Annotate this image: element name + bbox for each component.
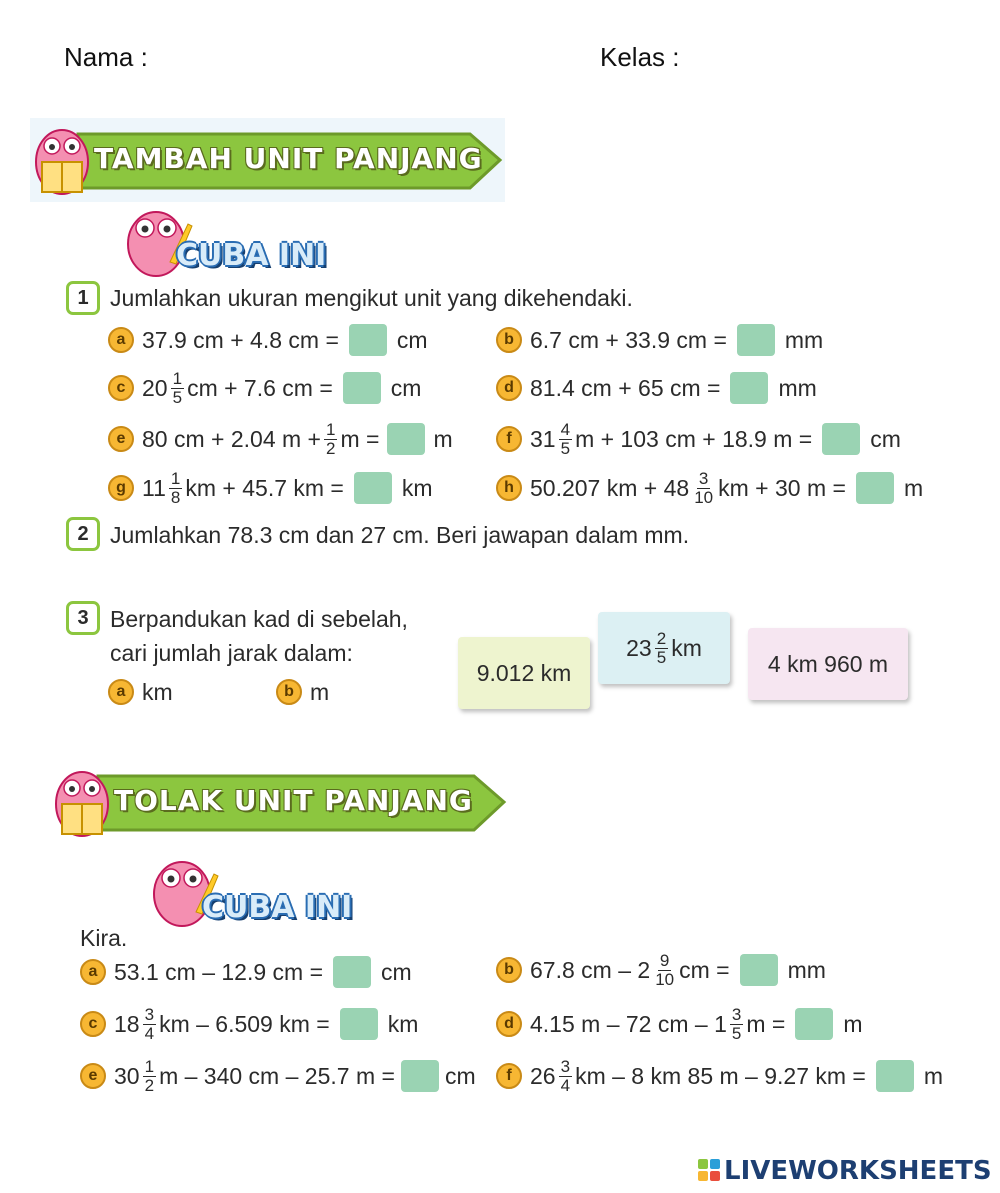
expression: 53.1 cm – 12.9 cm = [114,958,324,985]
add-section-title: TAMBAH UNIT PANJANG [94,142,483,175]
answer-box[interactable] [730,372,768,404]
expression: 4.15 m – 72 cm – 1 [530,1010,727,1037]
unit: m [843,1010,863,1037]
denominator: 5 [172,387,183,407]
sub-item-d [496,1002,863,1046]
denominator: 5 [560,438,571,458]
expression: 37.9 cm + 4.8 cm = [142,326,339,353]
whole-number: 20 [142,374,168,401]
unit: cm [396,326,428,353]
fraction [324,421,337,458]
q1-item-g [108,466,433,510]
fraction [171,370,184,407]
liveworksheets-logo [698,1156,992,1186]
q1-item-b [496,318,823,362]
answer-box[interactable] [349,324,387,356]
expression: 50.207 km + 48 [530,474,690,501]
option-text: km [142,678,173,705]
unit: mm [784,326,824,353]
class-label: Kelas : [600,42,680,72]
question-number-1: 1 [66,281,100,315]
answer-box[interactable] [340,1008,378,1040]
item-label-e: e [108,426,134,452]
fraction [143,1058,156,1095]
numerator: 3 [560,1056,571,1076]
try-this-label: CUBA INI [176,238,327,273]
item-label-f: f [496,1063,522,1089]
expression: km + 30 m = [718,474,846,501]
numerator: 3 [698,468,709,488]
unit: km [387,1010,419,1037]
try-this-badge [150,852,380,928]
answer-box[interactable] [740,954,778,986]
answer-box[interactable] [856,472,894,504]
unit: m [433,425,453,452]
item-label-d: d [496,375,522,401]
item-label-c: c [108,375,134,401]
fraction [655,630,668,667]
subtract-section-banner [50,762,510,842]
answer-box[interactable] [354,472,392,504]
question-number-2: 2 [66,517,100,551]
whole-number: 31 [530,425,556,452]
unit: mm [787,956,826,983]
numerator: 2 [656,628,667,648]
sub-item-f [496,1054,943,1098]
q3-option-b [276,670,329,714]
whole-number: 26 [530,1062,556,1089]
denominator: 5 [656,647,667,667]
answer-box[interactable] [876,1060,914,1092]
item-label-g: g [108,475,134,501]
expression: m = [340,425,380,452]
answer-box[interactable] [387,423,425,455]
expression: cm + 7.6 cm = [187,374,333,401]
distance-card-1 [458,637,590,709]
question-3-line-2: cari jumlah jarak dalam: [110,640,353,666]
expression: km + 45.7 km = [185,474,344,501]
answer-box[interactable] [737,324,775,356]
expression: km – 8 km 85 m – 9.27 km = [575,1062,866,1089]
question-1-text: Jumlahkan ukuran mengikut unit yang dikehendaki. [110,285,633,311]
question-2-text: Jumlahkan 78.3 cm dan 27 cm. Beri jawapan dalam mm. [110,522,690,548]
item-label-a: a [108,327,134,353]
expression: m + 103 cm + 18.9 m = [575,425,813,452]
try-this-badge [124,202,354,278]
denominator: 10 [694,487,714,507]
denominator: 4 [144,1023,155,1043]
unit: km [401,474,433,501]
fraction [169,470,182,507]
q1-item-a [108,318,428,362]
fraction [559,1058,572,1095]
card-value: 4 km 960 m [767,650,889,677]
logo-text: LIVEWORKSHEETS [724,1156,992,1186]
whole-number: 11 [142,474,166,501]
unit: cm [870,425,901,452]
expression: cm = [679,956,730,983]
item-label-a: a [80,959,106,985]
item-label-e: e [80,1063,106,1089]
denominator: 10 [655,969,675,989]
fraction [692,470,715,507]
unit: m [923,1062,944,1089]
sub-item-e [80,1054,476,1098]
distance-card-2 [598,612,730,684]
numerator: 3 [144,1004,155,1024]
try-this-label: CUBA INI [202,890,353,925]
item-label-d: d [496,1011,522,1037]
q3-option-a [108,670,173,714]
fraction [143,1006,156,1043]
sub-item-a [80,950,412,994]
numerator: 3 [731,1004,742,1024]
owl-icon [36,130,88,194]
denominator: 2 [144,1075,155,1095]
q1-item-f [496,417,901,461]
expression: km – 6.509 km = [159,1010,330,1037]
answer-box[interactable] [401,1060,439,1092]
subtract-intro: Kira. [80,925,128,951]
unit: m [903,474,924,501]
name-label: Nama : [64,42,148,72]
answer-box[interactable] [795,1008,833,1040]
expression: 80 cm + 2.04 m + [142,425,321,452]
numerator: 9 [659,950,670,970]
option-text: m [310,678,330,705]
item-label-c: c [80,1011,106,1037]
answer-box[interactable] [822,423,860,455]
card-value: 9.012 km [476,659,572,686]
sub-item-c [80,1002,418,1046]
fraction [653,952,676,989]
fraction [730,1006,743,1043]
unit: mm [778,374,817,401]
expression: 81.4 cm + 65 cm = [530,374,721,401]
expression: m = [746,1010,786,1037]
unit: cm [381,958,412,985]
numerator: 1 [170,468,181,488]
expression: 6.7 cm + 33.9 cm = [530,326,727,353]
unit: cm [444,1062,476,1089]
owl-icon [56,772,108,836]
q1-item-h [496,466,923,510]
whole-number: 18 [114,1010,140,1037]
denominator: 4 [560,1075,571,1095]
question-3-line-1: Berpandukan kad di sebelah, [110,606,408,632]
q1-item-d [496,366,817,410]
numerator: 4 [560,419,571,439]
item-label-b: b [496,327,522,353]
q1-item-c [108,366,421,410]
item-label-b: b [496,957,522,983]
subtract-section-title: TOLAK UNIT PANJANG [114,784,473,817]
expression: m – 340 cm – 25.7 m = [159,1062,395,1089]
denominator: 2 [325,438,336,458]
unit: km [671,634,702,661]
numerator: 1 [144,1056,155,1076]
fraction [559,421,572,458]
whole-number: 30 [114,1062,140,1089]
q1-item-e [108,417,453,461]
add-section-banner [30,118,505,202]
denominator: 8 [170,487,181,507]
distance-card-3 [748,628,908,700]
question-number-3: 3 [66,601,100,635]
numerator: 1 [172,368,183,388]
answer-box[interactable] [333,956,371,988]
unit: cm [390,374,422,401]
item-label-a: a [108,679,134,705]
item-label-h: h [496,475,522,501]
numerator: 1 [325,419,336,439]
sub-item-b [496,948,826,992]
expression: 67.8 cm – 2 [530,956,651,983]
answer-box[interactable] [343,372,381,404]
logo-icon [698,1159,720,1181]
denominator: 5 [731,1023,742,1043]
item-label-f: f [496,426,522,452]
item-label-b: b [276,679,302,705]
whole-number: 23 [626,634,652,661]
